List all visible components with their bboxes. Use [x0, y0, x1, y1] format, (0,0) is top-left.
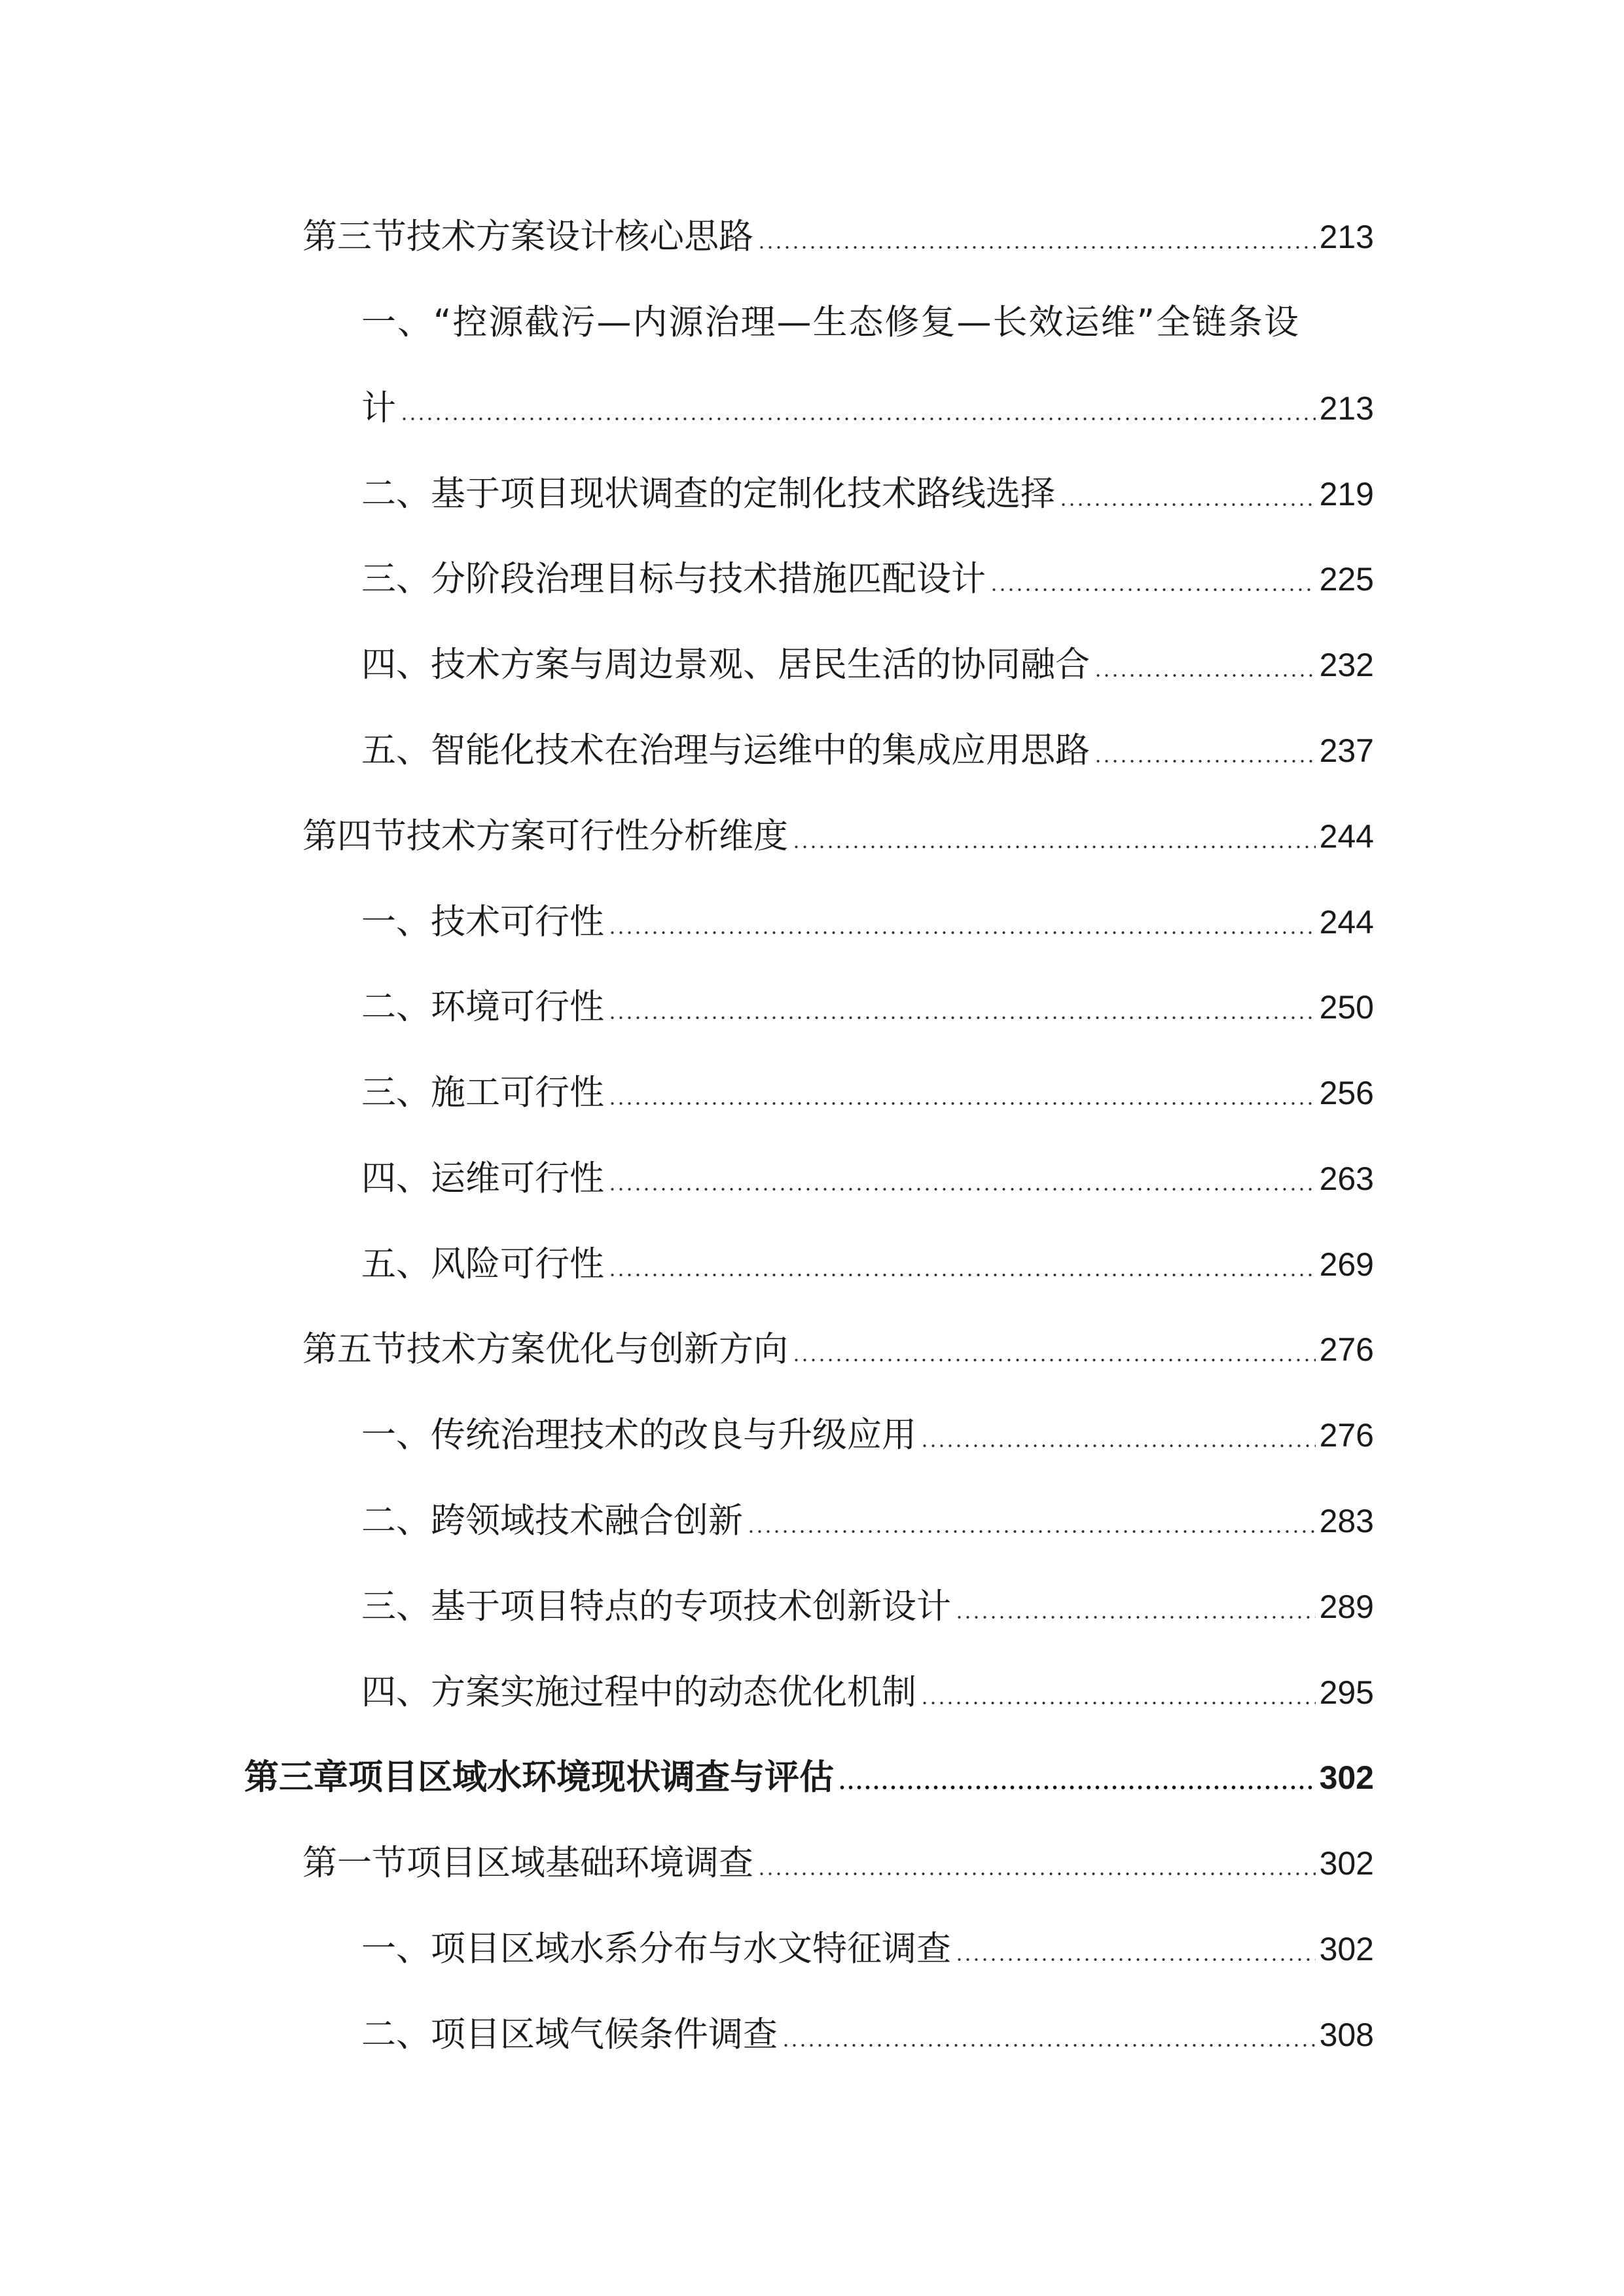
- toc-page-number: 213: [1319, 390, 1374, 427]
- toc-entry-title: 第三章项目区域水环境现状调查与评估: [244, 1757, 834, 1797]
- dot-leader: [747, 1530, 1316, 1533]
- dot-leader: [920, 1702, 1316, 1704]
- toc-entry-title: 第一节项目区域基础环境调查: [302, 1843, 753, 1883]
- dot-leader: [1094, 674, 1316, 677]
- toc-entry[interactable]: [361, 468, 1374, 520]
- toc-entry[interactable]: [361, 1067, 1374, 1119]
- toc-page-number: 276: [1319, 1417, 1374, 1454]
- dot-leader: [920, 1444, 1316, 1447]
- dot-leader: [782, 2044, 1316, 2047]
- toc-entry[interactable]: [361, 1153, 1374, 1205]
- toc-entry[interactable]: [361, 1923, 1374, 1975]
- dot-leader: [608, 931, 1316, 934]
- dot-leader: [792, 1359, 1316, 1361]
- toc-entry-title: 二、项目区域气候条件调查: [361, 2015, 778, 2054]
- toc-page-number: 244: [1319, 818, 1374, 855]
- toc-page-number: 219: [1319, 476, 1374, 512]
- toc-page-number: 237: [1319, 732, 1374, 769]
- dot-leader: [608, 1188, 1316, 1191]
- dot-leader: [608, 1274, 1316, 1276]
- toc-entry[interactable]: [361, 639, 1374, 691]
- toc-entry[interactable]: [361, 896, 1374, 948]
- dot-leader: [400, 418, 1316, 420]
- toc-entry-title: 四、运维可行性: [361, 1158, 604, 1198]
- toc-entry[interactable]: [361, 1666, 1374, 1719]
- toc-page-number: 302: [1319, 1931, 1374, 1967]
- toc-page-number: 289: [1319, 1588, 1374, 1625]
- toc-entry-title: 第五节技术方案优化与创新方向: [302, 1329, 788, 1369]
- toc-entry-title: 一、技术可行性: [361, 902, 604, 942]
- dot-leader: [792, 846, 1316, 848]
- dot-leader: [990, 588, 1316, 591]
- toc-entry-title: 一、项目区域水系分布与水文特征调查: [361, 1929, 951, 1969]
- toc-entry[interactable]: [361, 1495, 1374, 1547]
- toc-entry[interactable]: [302, 211, 1374, 263]
- toc-entry-title: 二、跨领域技术融合创新: [361, 1501, 743, 1541]
- toc-page-number: 269: [1319, 1246, 1374, 1283]
- toc-page-number: 276: [1319, 1331, 1374, 1368]
- toc-entry-title: 一、传统治理技术的改良与升级应用: [361, 1415, 916, 1455]
- dot-leader: [955, 1958, 1316, 1961]
- toc-entry[interactable]: [361, 1238, 1374, 1291]
- toc-entry-title: 三、分阶段治理目标与技术措施匹配设计: [361, 559, 986, 599]
- toc-page-number: 302: [1319, 1845, 1374, 1882]
- toc-entry[interactable]: [361, 1581, 1374, 1633]
- toc-entry-title: 第三节技术方案设计核心思路: [302, 217, 753, 257]
- toc-entry-title: 三、施工可行性: [361, 1073, 604, 1113]
- dot-leader: [955, 1616, 1316, 1619]
- toc-entry-title: 三、基于项目特点的专项技术创新设计: [361, 1587, 951, 1626]
- dot-leader: [1094, 760, 1316, 762]
- toc-entry[interactable]: [361, 2009, 1374, 2061]
- toc-entry[interactable]: [361, 382, 1374, 435]
- toc-page-number: 213: [1319, 219, 1374, 255]
- toc-page-number: 225: [1319, 561, 1374, 598]
- toc-entry[interactable]: [302, 1837, 1374, 1890]
- toc-page-number: 232: [1319, 647, 1374, 683]
- dot-leader: [1059, 503, 1316, 506]
- toc-page-number: 263: [1319, 1160, 1374, 1197]
- toc-entry[interactable]: [361, 553, 1374, 605]
- toc-entry[interactable]: [361, 1409, 1374, 1462]
- dot-leader: [757, 246, 1316, 249]
- dot-leader: [838, 1785, 1316, 1789]
- toc-page-number: 308: [1319, 2017, 1374, 2053]
- toc-entry-title: 二、环境可行性: [361, 987, 604, 1027]
- toc-page-number: 256: [1319, 1075, 1374, 1111]
- toc-entry[interactable]: [302, 810, 1374, 863]
- toc-entry-title: 四、方案实施过程中的动态优化机制: [361, 1672, 916, 1712]
- toc-page-number: 244: [1319, 904, 1374, 941]
- toc-entry-title: 五、智能化技术在治理与运维中的集成应用思路: [361, 730, 1090, 770]
- dot-leader: [757, 1873, 1316, 1875]
- toc-entry[interactable]: [302, 1323, 1374, 1376]
- toc-page-number: 302: [1319, 1759, 1374, 1796]
- toc-entry[interactable]: [361, 981, 1374, 1033]
- toc-entry-title-line1[interactable]: 一、“控源截污—内源治理—生态修复—长效运维”全链条设: [361, 302, 1300, 342]
- toc-entry-title: 二、基于项目现状调查的定制化技术路线选择: [361, 474, 1055, 514]
- dot-leader: [608, 1016, 1316, 1019]
- toc-entry[interactable]: [361, 725, 1374, 777]
- toc-entry-chapter[interactable]: [244, 1751, 1374, 1804]
- dot-leader: [608, 1102, 1316, 1105]
- toc-entry-title: 四、技术方案与周边景观、居民生活的协同融合: [361, 645, 1090, 685]
- toc-entry-title: 第四节技术方案可行性分析维度: [302, 816, 788, 856]
- toc-entry-title: 五、风险可行性: [361, 1244, 604, 1284]
- toc-page-number: 250: [1319, 989, 1374, 1026]
- toc-entry-title: 计: [361, 388, 396, 428]
- toc-page-number: 295: [1319, 1674, 1374, 1711]
- toc-page-number: 283: [1319, 1503, 1374, 1539]
